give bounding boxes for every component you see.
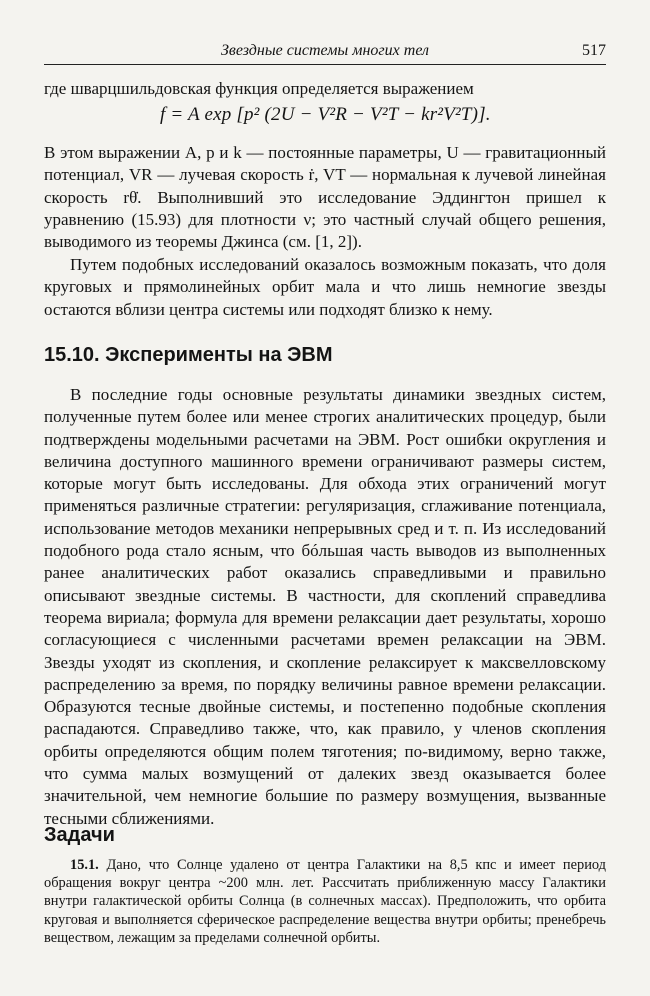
problems-heading: Задачи: [44, 824, 115, 846]
problem-15-1: [44, 856, 606, 947]
paragraph-1: В этом выражении A, p и k — постоянные параметры, U — гравитационный потенциал, VR — лучевая скорость ṙ, VT — нормальная к лучевой линейная скорость rθ̇. Выполнивший это исследование Эддингтон пришел к уравнению (15.93) для плотности ν; это частный случай общего решения, выводимого из теоремы Джинса (см. [1, 2]).: [44, 143, 606, 252]
page-number: 517: [582, 42, 606, 59]
problem-number: 15.1.: [70, 857, 99, 873]
section-paragraph: В последние годы основные результаты динамики звездных систем, полученные путем более или менее строгих аналитических процедур, были подтверждены модельными расчетами на ЭВМ. Рост ошибки округления и величина доступного машинного времени ограничивают размеры систем, которые могут быть исследованы. Для обхода этих ограничений могут применяться различные стратегии: регуляризация, сглаживание потенциала, использование методов механики непрерывных сред и т. п. Из исследований подобного рода стало ясным, что бóльшая часть выводов из выполненных ранее аналитических работ оказались справедливыми и правильно описывают звездные системы. В частности, для скоплений справедлива теорема вириала; формула для времени релаксации дает результаты, хорошо согласующиеся с численными расчетами времен релаксации на ЭВМ. Звезды уходят из скопления, и скопление релаксирует к максвелловскому распределению за время, по порядку величины равное времени релаксации. Образуются тесные двойные системы, и постепенно подобные скопления распадаются. Справедливо также, что, как правило, у членов скопления орбиты определяются общим полем тяготения; по-видимому, верно также, что сумма малых возмущений от далеких звезд оказывается более значительной, чем немногие большие по размеру возмущения, вызванные тесными сближениями.: [44, 385, 606, 828]
problem-text: Дано, что Солнце удалено от центра Галактики на 8,5 кпс и имеет период обращения вокруг центра ~200 млн. лет. Рассчитать приближенную массу Галактики внутри галактической орбиты Солнца (в солнечных массах). Предположить, что орбита круговая и выполняется сферическое распределение вещества внутри орбиты; пренебречь веществом, лежащим за пределами солнечной орбиты.: [44, 857, 606, 946]
running-title: Звездные системы многих тел: [221, 42, 429, 59]
running-head: [44, 40, 606, 65]
paragraph-2: Путем подобных исследований оказалось возможным показать, что доля круговых и прямолинейных орбит мала и что лишь немногие звезды остаются вблизи центра системы или подходят близко к нему.: [44, 255, 606, 319]
intro-line: где шварцшильдовская функция определяется выражением: [44, 79, 474, 98]
section-title: 15.10. Эксперименты на ЭВМ: [44, 344, 333, 366]
formula: f = A exp [p² (2U − V²R − V²T − kr²V²T)].: [160, 104, 491, 125]
